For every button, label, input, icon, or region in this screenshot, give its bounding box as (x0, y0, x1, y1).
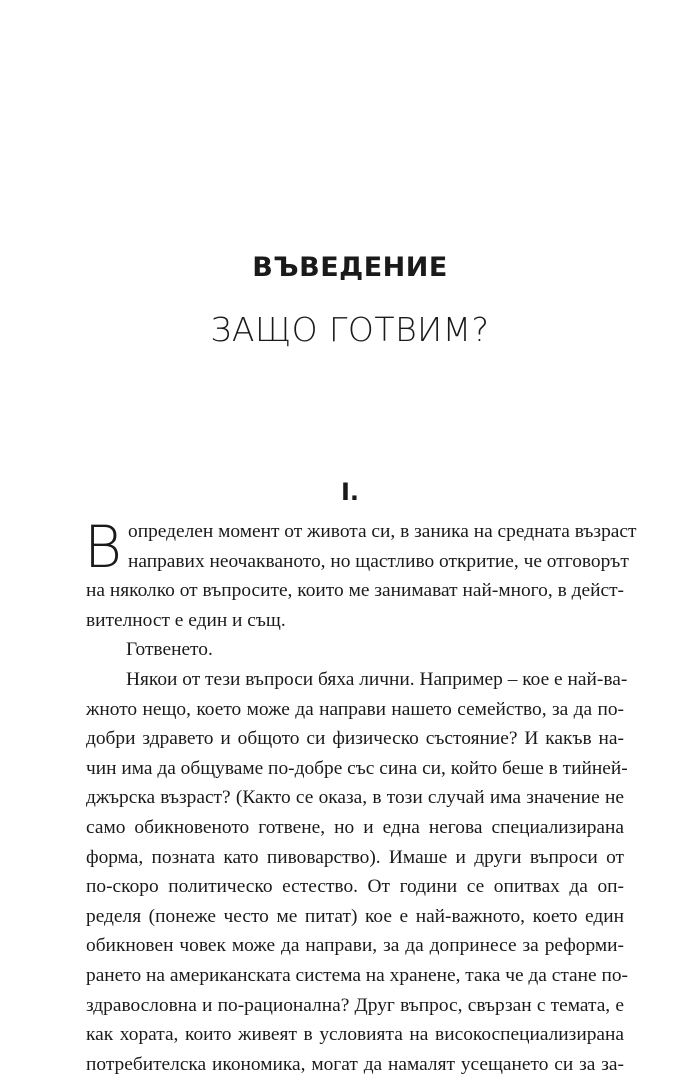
chapter-title: ЗАЩО ГОТВИМ? (210, 310, 490, 349)
drop-cap: В (84, 513, 122, 581)
text-line: вителност е един и същ. (86, 609, 286, 631)
text-line: здравословна и по-рационална? Друг въпрос, свързан с темата, е (86, 994, 624, 1016)
text-line: потребителска икономика, могат да намалят усещането си за за- (86, 1053, 624, 1075)
text-line: добри здравето и общото си физическо състояние? И какъв на- (86, 728, 624, 750)
text-line: определен момент от живота си, в заника на средната възраст (128, 521, 637, 542)
text-line: джърска възраст? (Както се оказа, в този случай има значение не (86, 787, 624, 809)
text-line: рането на американската система на хранене, така че да стане по- (86, 964, 629, 986)
text-line: жното нещо, което може да направи нашето семейство, за да по- (86, 698, 624, 720)
body-text (84, 513, 637, 1079)
text-line: Някои от тези въпроси бяха лични. Например – кое е най-ва- (126, 668, 628, 690)
text-line: как хората, които живеят в условията на високоспециализирана (86, 1024, 624, 1046)
text-line: на няколко от въпросите, които ме занимават най-много, в дейст- (86, 580, 624, 602)
text-line: чин има да общуваме по-добре със сина си, който беше в тийней- (86, 757, 628, 779)
text-line: ределя (понеже често ме питат) кое е най-важното, което един (86, 905, 624, 927)
text-line: форма, позната като пивоварство). Имаше и други въпроси от (86, 846, 624, 868)
text-line: по-скоро политическо естество. От години се опитвах да оп- (86, 876, 624, 898)
text-line: направих неочакваното, но щастливо откритие, че отговорът (128, 550, 629, 572)
chapter-label: ВЪВЕДЕНИЕ (252, 252, 448, 283)
text-line: само обикновеното готвене, но и една негова специализирана (86, 816, 624, 838)
section-numeral: I. (340, 478, 360, 506)
text-line: обикновен човек може да направи, за да допринесе за реформи- (86, 935, 624, 957)
text-line: Готвенето. (126, 639, 213, 661)
